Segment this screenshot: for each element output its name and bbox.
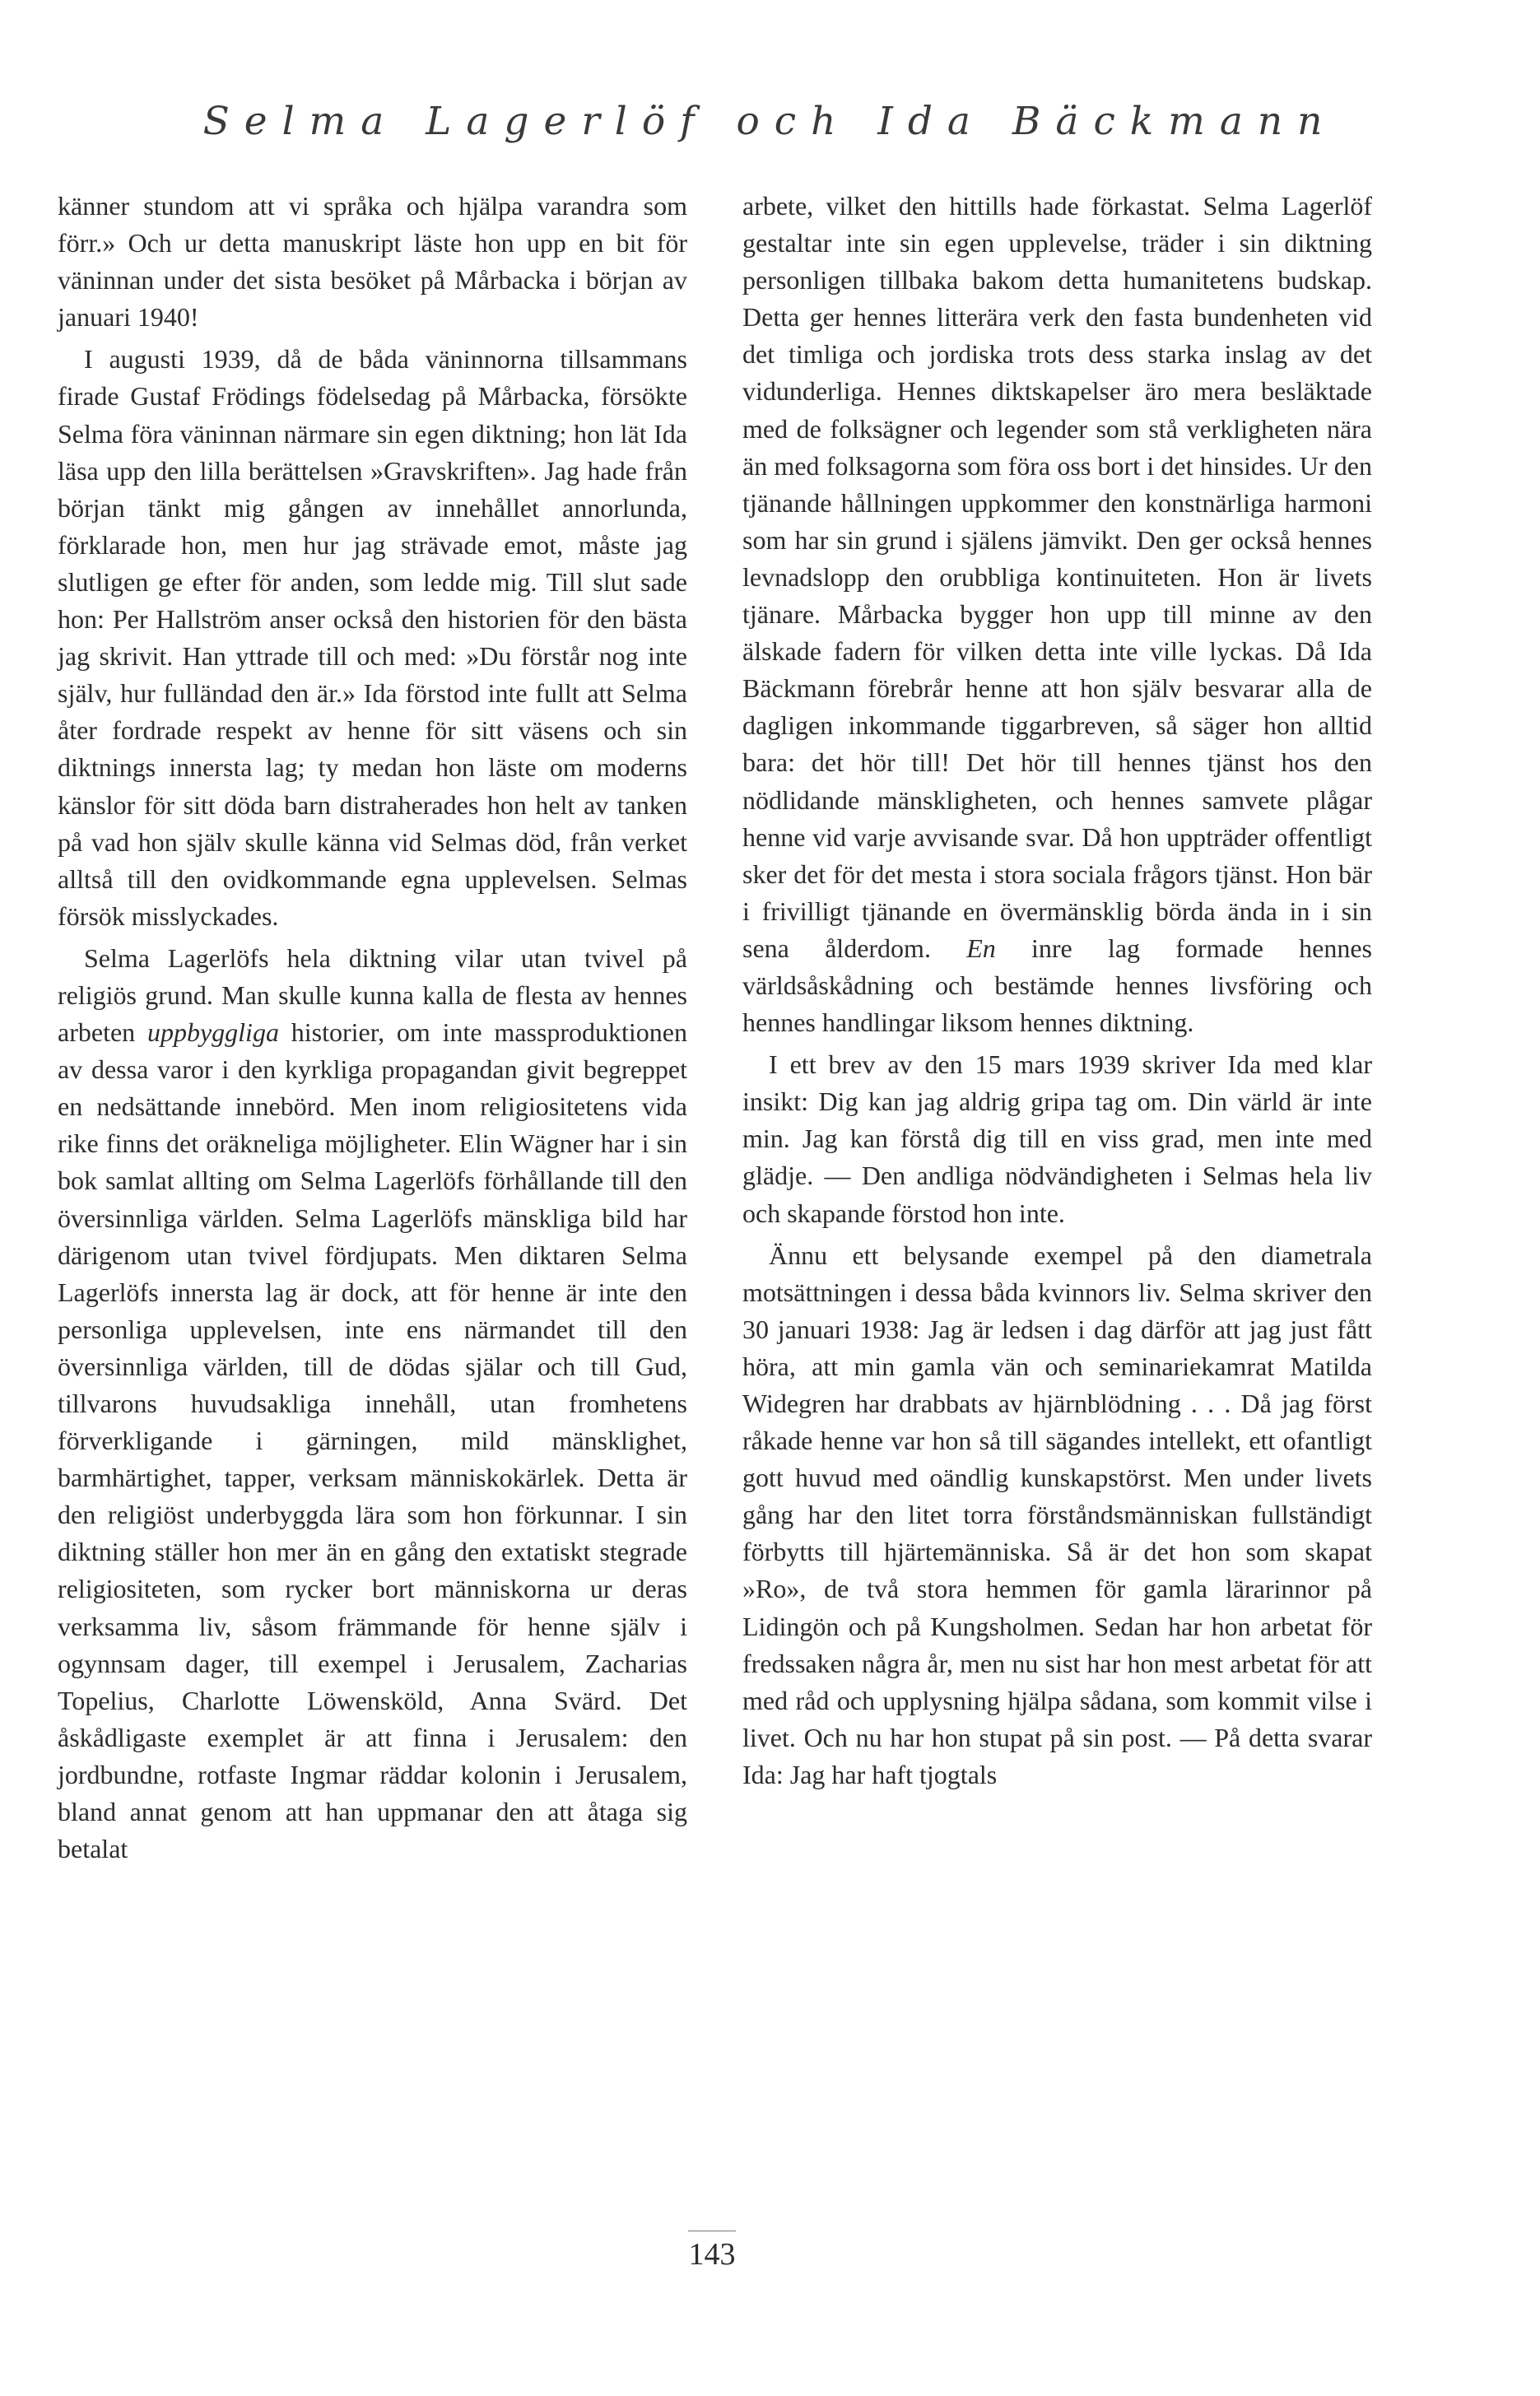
left-column [58, 188, 687, 1868]
right-paragraph-1-start: arbete, vilket den hittills hade förkastat. Selma Lagerlöf gestaltar inte sin egen upplevelse, träder i sin diktning personligen tillbaka bakom detta humanitetens budskap. Detta ger hennes litterära verk den fasta bundenheten vid det timliga och jordiska trots dess starka inslag av det vidunderliga. Hennes diktskapelser äro mera besläktade med de folksägner och legender som stå verkligheten nära än med folksagorna som föra oss bort i det hinsides. Ur den tjänande hållningen uppkommer den konstnärliga harmoni som har sin grund i själens jämvikt. Den ger också hennes levnadslopp den orubbliga kontinuiteten. Hon är livets tjänare. Mårbacka bygger hon upp till minne av den älskade fadern för vilken detta inte ville lyckas. Då Ida Bäckmann förebrår henne att hon själv besvarar alla de dagligen inkommande tiggarbreven, så säger hon alltid bara: det hör till! Det hör till hennes tjänst hos den nödlidande mänskligheten, och hennes samvete plågar henne vid varje avvisande svar. Då hon uppträder offentligt sker det för det mesta i stora sociala frågors tjänst. Hon bär i frivilligt tjänande en övermänsklig börda ända in i sin sena ålderdom. [742, 191, 1372, 963]
left-paragraph-3-rest: historier, om inte massproduktionen av dessa varor i den kyrkliga propagandan givit begreppet en nedsättande innebörd. Men inom religiositetens vida rike finns det oräkneliga möjligheter. Elin Wägner har i sin bok samlat allting om Selma Lagerlöfs förhållande till den översinnliga världen. Selma Lagerlöfs mänskliga bild har därigenom utan tvivel fördjupats. Men diktaren Selma Lagerlöfs innersta lag är dock, att för henne är inte den personliga upplevelsen, inte ens närmandet till den översinnliga världen, till de dödas själar och till Gud, tillvarons huvudsakliga innehåll, utan fromhetens förverkligande i gärningen, mild mänsklighet, barmhärtighet, tapper, verksam människokärlek. Detta är den religiöst underbyggda lära som hon förkunnar. I sin diktning ställer hon mer än en gång den extatiskt stegrade religiositeten, som rycker bort människorna ur deras verksamma liv, såsom främmande för henne själv i ogynnsam dager, till exempel i Jerusalem, Zacharias Topelius, Charlotte Löwensköld, Anna Svärd. Det åskådligaste exemplet är att finna i Jerusalem: den jordbundne, rotfaste Ingmar räddar kolonin i Jerusalem, bland annat genom att han uppmanar den att åtaga sig betalat [58, 1017, 687, 1864]
right-paragraph-3: Ännu ett belysande exempel på den diametrala motsättningen i dessa båda kvinnors liv. Selma skriver den 30 januari 1938: Jag är ledsen i dag därför att jag just fått höra, att min gamla vän och seminariekamrat Matilda Widegren har drabbats av hjärnblödning . . . Då jag först råkade henne var hon så till sägandes intellekt, ett ofantligt gott huvud med oändlig kunskapstörst. Men under livets gång har den litet torra förståndsmänniskan fullständigt förbytts till hjärtemänniska. Så är det hon som skapat »Ro», de två stora hemmen för gamla lärarinnor på Lidingön och på Kungsholmen. Sedan har hon arbetat för fredssaken några år, men nu sist har hon mest arbetat för att med råd och upplysning hjälpa sådana, som kommit vilse i livet. Och nu har hon stupat på sin post. — På detta svarar Ida: Jag har haft tjogtals [742, 1240, 1372, 1789]
left-paragraph-3-start: Selma Lagerlöfs hela diktning vilar utan tvivel på religiös grund. Man skulle kunna kalla de flesta av hennes arbeten [58, 942, 687, 1048]
left-paragraph-1: känner stundom att vi språka och hjälpa varandra som förr.» Och ur detta manuskript läste hon upp en bit för väninnan under det sista besöket på Mårbacka i början av januari 1940! [58, 191, 687, 333]
left-paragraph-3 [58, 940, 687, 1868]
right-paragraph-2: I ett brev av den 15 mars 1939 skriver Ida med klar insikt: Dig kan jag aldrig gripa tag om. Din värld är inte min. Jag kan förstå dig till en viss grad, men inte med glädje. — Den andliga nödvändigheten i Selmas hela liv och skapande förstod hon inte. [742, 1049, 1372, 1228]
right-paragraph-1-rest: inre lag formade hennes världsåskådning och bestämde hennes livsföring och hennes handlingar liksom hennes diktning. [742, 933, 1373, 1038]
right-paragraph-1 [742, 188, 1372, 1041]
page-number: 143 [688, 2237, 736, 2272]
right-column [742, 188, 1372, 1794]
running-title: Selma Lagerlöf och Ida Bäckmann [202, 99, 1338, 144]
emphasis-en: En [966, 933, 996, 963]
emphasis-uppbyggliga: uppbyggliga [147, 1017, 279, 1048]
left-paragraph-2: I augusti 1939, då de båda väninnorna tillsammans firade Gustaf Frödings födelsedag på Mårbacka, försökte Selma föra väninnan närmare sin egen diktning; hon lät Ida läsa upp den lilla berättelsen »Gravskriften». Jag hade från början tänkt mig gången av innehållet annorlunda, förklarade hon, men hur jag strävade emot, måste jag slutligen ge efter för anden, som ledde mig. Till slut sade hon: Per Hallström anser också den historien för den bästa jag skrivit. Han yttrade till och med: »Du förstår nog inte själv, hur fulländad den är.» Ida förstod inte fullt att Selma åter fordrade respekt av henne för sitt väsens och sin diktnings innersta lag; ty medan hon läste om moderns känslor för sitt döda barn distraherades hon helt av tanken på vad hon själv skulle känna vid Selmas död, från verket alltså till den ovidkommande egna upplevelsen. Selmas försök misslyckades. [58, 344, 687, 931]
